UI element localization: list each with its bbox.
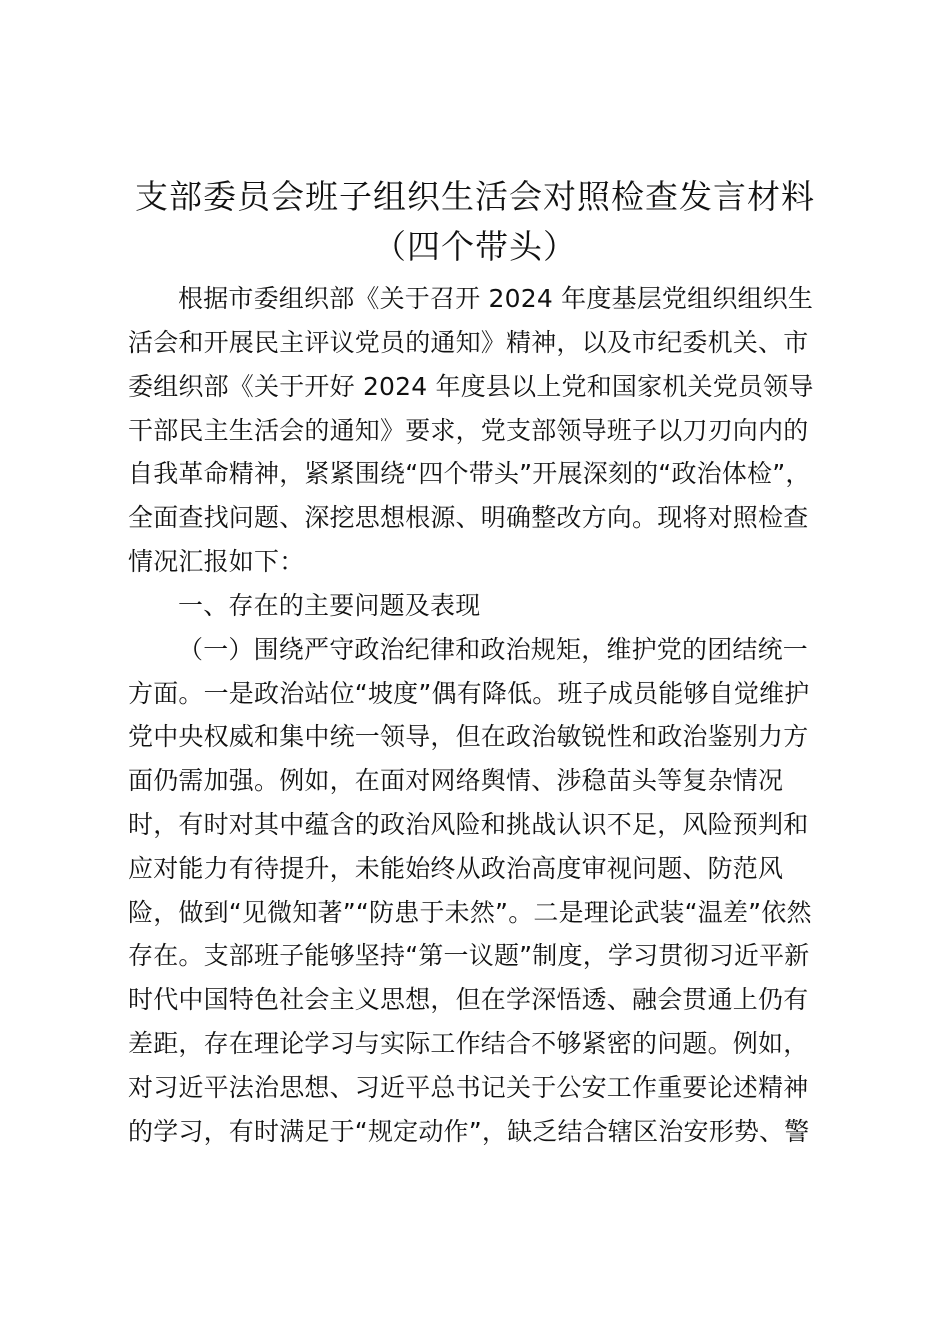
paragraph-line: 的学习，有时满足于“规定动作”，缺乏结合辖区治安形势、警 xyxy=(128,1117,810,1146)
paragraph-line: 活会和开展民主评议党员的通知》精神，以及市纪委机关、市 xyxy=(128,328,809,357)
paragraph-line: 险，做到“见微知著”“防患于未然”。二是理论武装“温差”依然 xyxy=(128,898,812,927)
paragraph-line: 干部民主生活会的通知》要求，党支部领导班子以刀刃向内的 xyxy=(128,416,809,445)
paragraph-line: 差距，存在理论学习与实际工作结合不够紧密的问题。例如， xyxy=(128,1029,809,1058)
section-heading: 一、存在的主要问题及表现 xyxy=(178,591,481,620)
paragraph-line: 根据市委组织部《关于召开 2024 年度基层党组织组织生 xyxy=(178,284,814,313)
paragraph-line: 面仍需加强。例如，在面对网络舆情、涉稳苗头等复杂情况 xyxy=(128,766,784,795)
paragraph-line: 时，有时对其中蕴含的政治风险和挑战认识不足，风险预判和 xyxy=(128,810,809,839)
paragraph-line: 自我革命精神，紧紧围绕“四个带头”开展深刻的“政治体检”， xyxy=(128,459,811,488)
paragraph-line: 方面。一是政治站位“坡度”偶有降低。班子成员能够自觉维护 xyxy=(128,679,810,708)
paragraph-line: （一）围绕严守政治纪律和政治规矩，维护党的团结统一 xyxy=(178,635,809,664)
paragraph-line: 应对能力有待提升，未能始终从政治高度审视问题、防范风 xyxy=(128,854,784,883)
paragraph-line: 委组织部《关于开好 2024 年度县以上党和国家机关党员领导 xyxy=(128,372,814,401)
paragraph-line: 存在。支部班子能够坚持“第一议题”制度，学习贯彻习近平新 xyxy=(128,941,810,970)
paragraph-line: 党中央权威和集中统一领导，但在政治敏锐性和政治鉴别力方 xyxy=(128,722,809,751)
document-subtitle: （四个带头） xyxy=(373,227,577,266)
paragraph-line: 对习近平法治思想、习近平总书记关于公安工作重要论述精神 xyxy=(128,1073,809,1102)
document-title: 支部委员会班子组织生活会对照检查发言材料 xyxy=(135,177,815,216)
paragraph-line: 时代中国特色社会主义思想，但在学深悟透、融会贯通上仍有 xyxy=(128,985,809,1014)
paragraph-line: 情况汇报如下： xyxy=(128,547,305,576)
paragraph-line: 全面查找问题、深挖思想根源、明确整改方向。现将对照检查 xyxy=(128,503,809,532)
